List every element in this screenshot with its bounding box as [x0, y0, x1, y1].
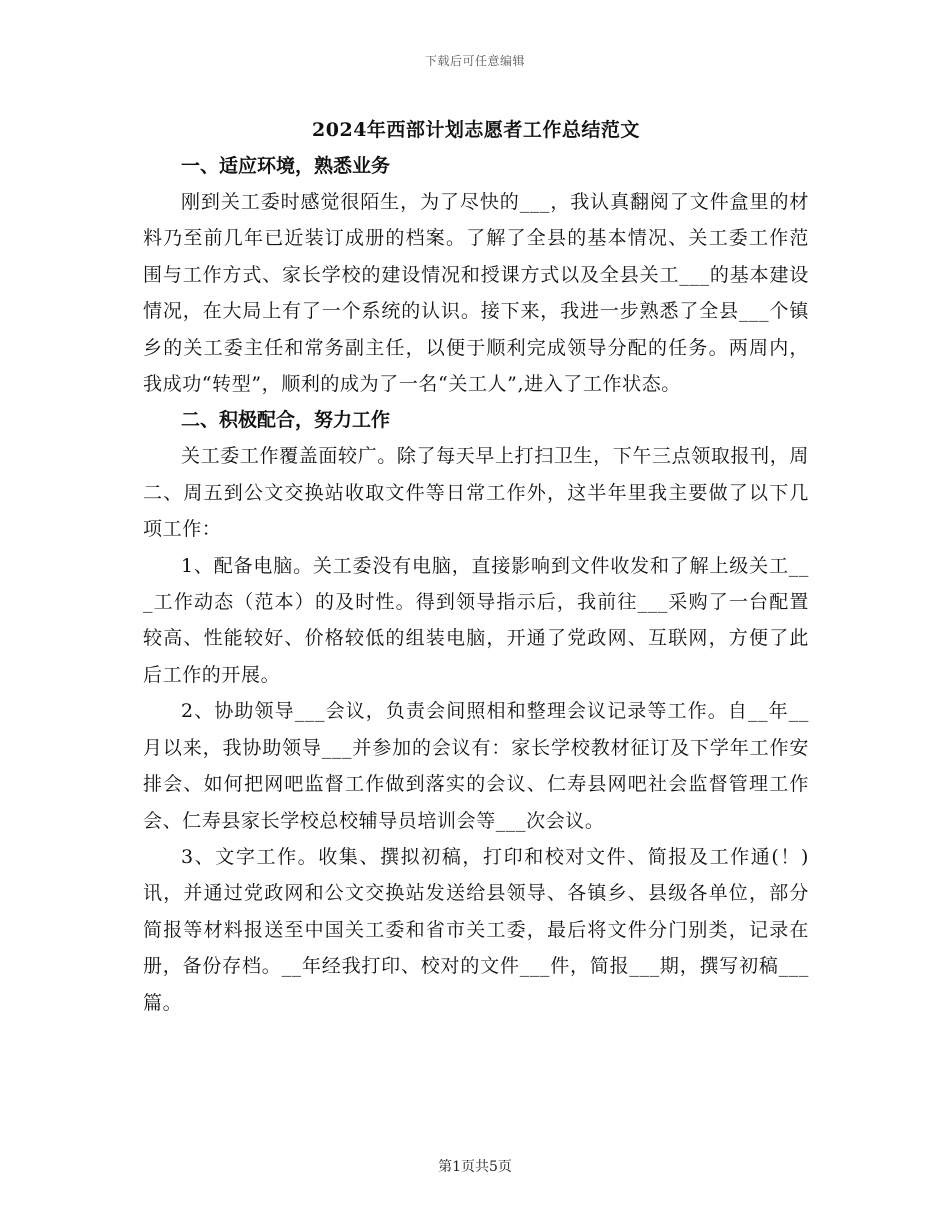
page-number: 第1页共5页 [438, 1159, 512, 1175]
paragraph: 1、配备电脑。关工委没有电脑，直接影响到文件收发和了解上级关工___工作动态（范本）的及时性。得到领导指示后，我前往___采购了一台配置较高、性能较好、价格较低的组装电脑，开通了党政网、互联网，方便了此后工作的开展。 [143, 554, 809, 686]
section-heading-2: 二、积极配合，努力工作 [181, 409, 391, 432]
document-body [143, 118, 809, 1021]
paragraph: 3、文字工作。收集、撰拟初稿，打印和校对文件、简报及工作通(！)讯，并通过党政网和公文交换站发送给县领导、各镇乡、县级各单位，部分简报等材料报送至中国关工委和省市关工委，最后将文件分门别类，记录在册，备份存档。__年经我打印、校对的文件___件，简报___期，撰写初稿___篇。 [143, 845, 809, 1014]
header-note: 下载后可任意编辑 [424, 54, 525, 68]
paragraph: 2、协助领导___会议，负责会间照相和整理会议记录等工作。自__年__月以来，我协助领导___并参加的会议有：家长学校教材征订及下学年工作安排会、如何把网吧监督工作做到落实的会议、仁寿县网吧社会监督管理工作会、仁寿县家长学校总校辅导员培训会等___次会议。 [143, 700, 809, 832]
paragraph: 刚到关工委时感觉很陌生，为了尽快的___，我认真翻阅了文件盒里的材料乃至前几年已近装订成册的档案。了解了全县的基本情况、关工委工作范围与工作方式、家长学校的建设情况和授课方式以及全县关工___的基本建设情况，在大局上有了一个系统的认识。接下来，我进一步熟悉了全县___个镇乡的关工委主任和常务副主任，以便于顺利完成领导分配的任务。两周内，我成功“转型”，顺利的成为了一名“关工人”,进入了工作状态。 [143, 191, 809, 396]
section-heading-1: 一、适应环境，熟悉业务 [181, 155, 391, 177]
paragraph: 关工委工作覆盖面较广。除了每天早上打扫卫生，下午三点领取报刊，周二、周五到公文交换站收取文件等日常工作外，这半年里我主要做了以下几项工作： [143, 445, 809, 541]
document-title: 2024年西部计划志愿者工作总结范文 [312, 119, 640, 141]
